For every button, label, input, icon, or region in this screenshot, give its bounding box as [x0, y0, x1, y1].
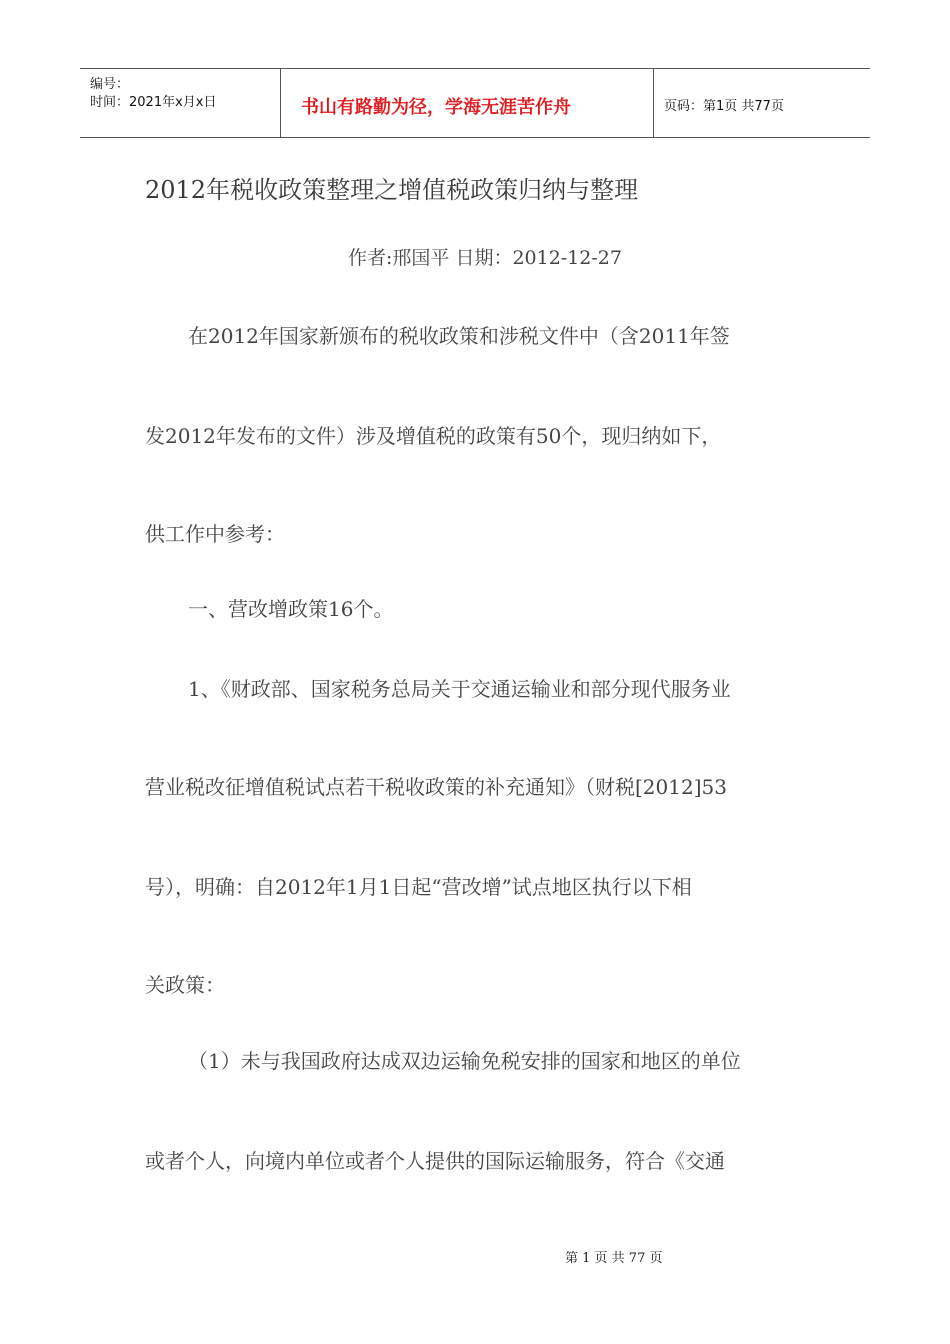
header-page-number: 页码：第1页 共77页 [664, 99, 784, 114]
body-line: 关政策： [145, 973, 225, 997]
document-byline: 作者:邢国平 日期：2012-12-27 [348, 247, 622, 269]
header-motto: 书山有路勤为径，学海无涯苦作舟 [301, 97, 571, 118]
header-motto-cell [281, 69, 654, 137]
page-header [80, 68, 870, 138]
header-info-cell [80, 69, 281, 137]
page-footer: 第 1 页 共 77 页 [565, 1251, 663, 1266]
body-line: （1）未与我国政府达成双边运输免税安排的国家和地区的单位 [188, 1049, 741, 1073]
body-line: 发2012年发布的文件）涉及增值税的政策有50个，现归纳如下， [145, 424, 722, 448]
document-number-label: 编号： [90, 77, 130, 92]
body-line: 供工作中参考： [145, 522, 285, 546]
body-line: 营业税改征增值税试点若干税收政策的补充通知》（财税[2012]53 [145, 775, 727, 799]
section-heading: 一、营改增政策16个。 [188, 597, 394, 621]
document-time-label: 时间：2021年x月x日 [90, 95, 217, 110]
body-line: 或者个人，向境内单位或者个人提供的国际运输服务，符合《交通 [145, 1149, 725, 1173]
body-line: 1、《财政部、国家税务总局关于交通运输业和部分现代服务业 [188, 677, 731, 701]
document-title: 2012年税收政策整理之增值税政策归纳与整理 [145, 176, 639, 204]
body-line: 在2012年国家新颁布的税收政策和涉税文件中（含2011年签 [188, 324, 730, 348]
body-line: 号），明确：自2012年1月1日起“营改增”试点地区执行以下相 [145, 875, 692, 899]
